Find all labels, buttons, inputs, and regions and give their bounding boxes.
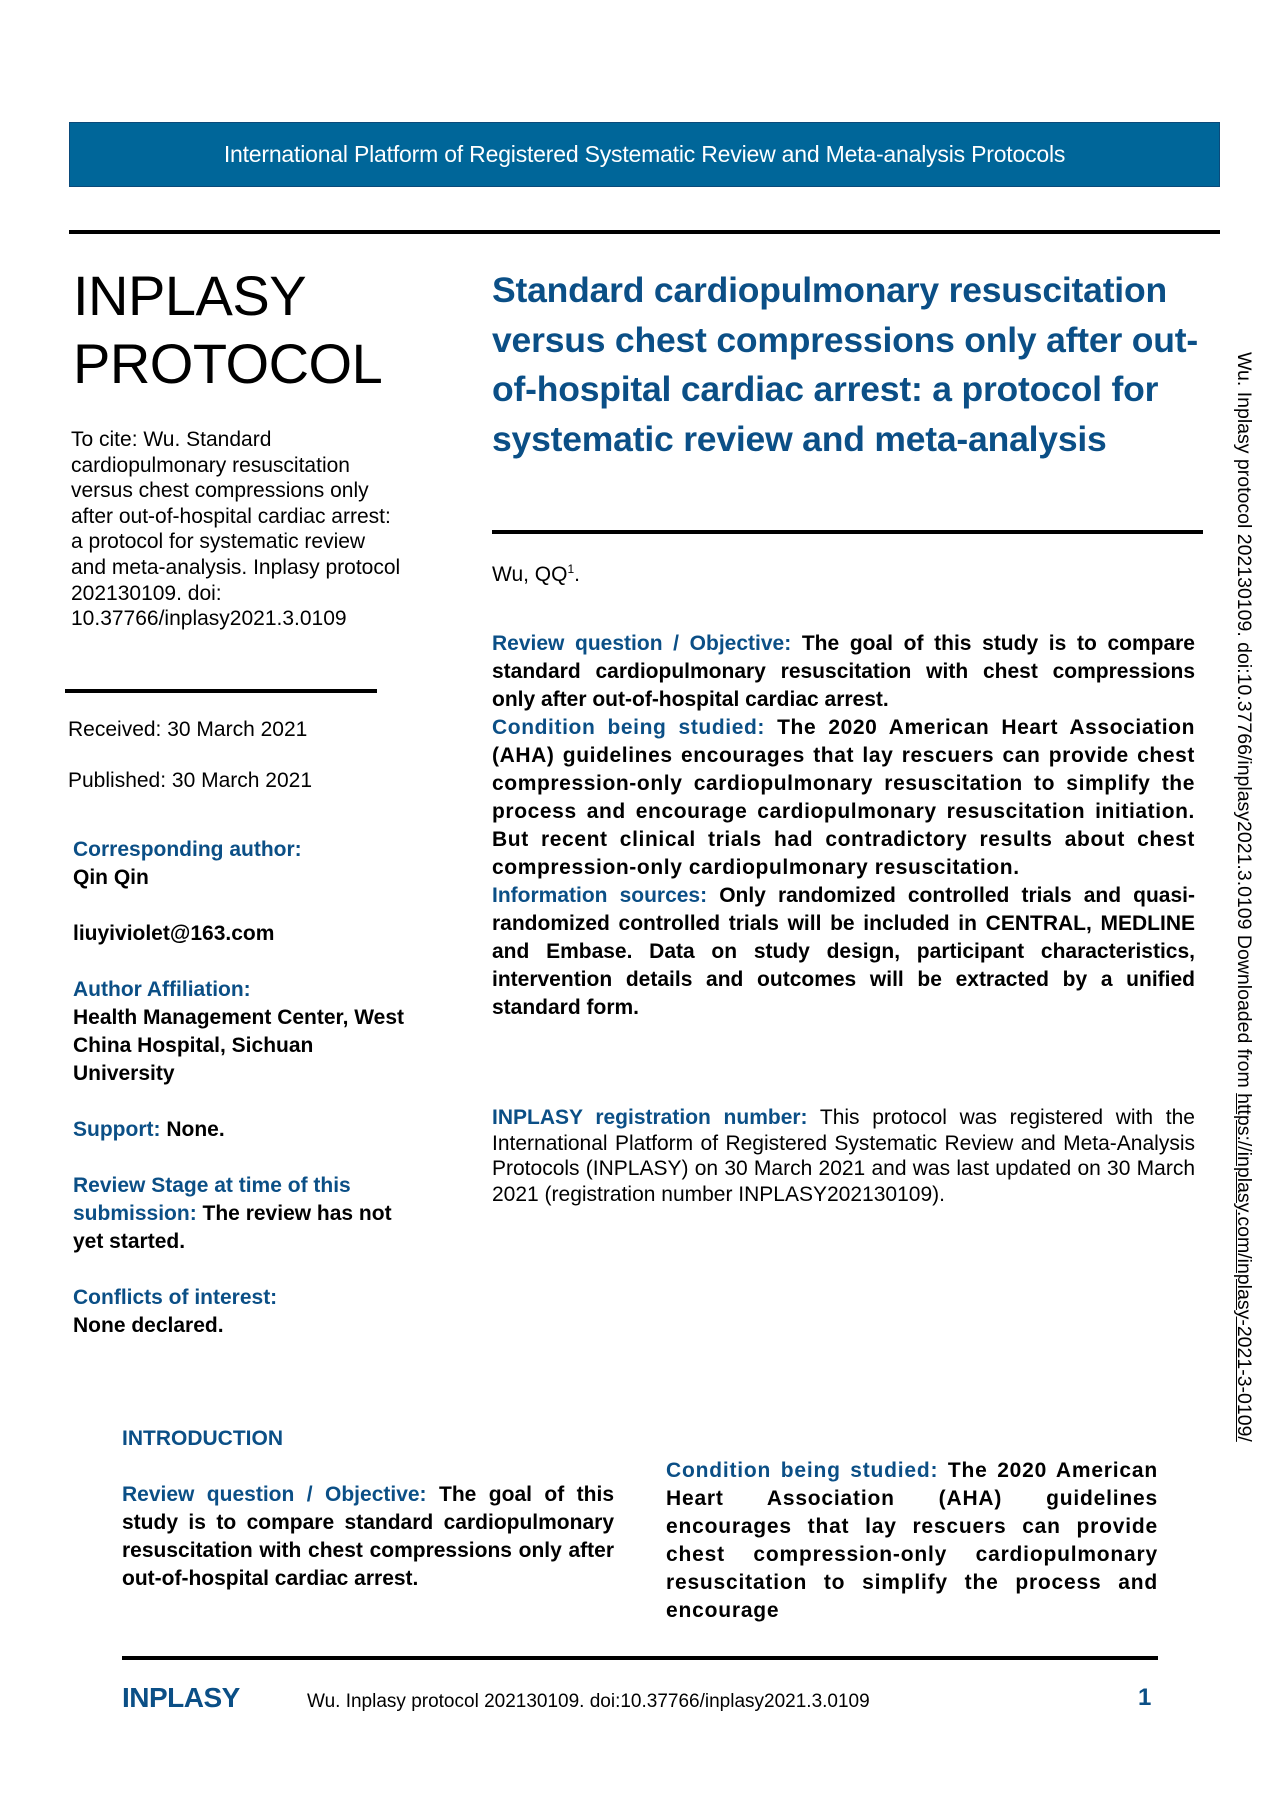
- introduction-objective-text: The goal of this study is to compare standard cardiopulmonary resuscitation with chest compressions only after out-of-hospital cardiac arrest.: [122, 1483, 614, 1590]
- review-stage-row: [73, 1172, 403, 1256]
- introduction-condition: [666, 1457, 1158, 1625]
- author-email[interactable]: liuyiviolet@163.com: [73, 922, 275, 945]
- abstract: [492, 630, 1195, 1022]
- introduction-heading: INTRODUCTION: [122, 1427, 283, 1450]
- protocol-heading-line2: PROTOCOL: [73, 332, 383, 395]
- abstract-condition-text: The 2020 American Heart Association (AHA) guidelines encourages that lay rescuers can provide chest compression-only cardiopulmonary resuscitation to simplify the process and encourage cardiopulmonary resuscitation initiation. But recent clinical trials had contradictory results about chest compression-only cardiopulmonary resuscitation.: [492, 716, 1195, 879]
- footer-divider: [122, 1656, 1158, 1660]
- author-info: [73, 836, 413, 1340]
- abstract-objective: [492, 630, 1195, 714]
- introduction-condition-label: Condition being studied:: [666, 1459, 939, 1482]
- review-stage-label: Review Stage at time of this submission:: [73, 1174, 351, 1225]
- review-stage-value: The review has not yet started.: [73, 1202, 392, 1253]
- title-divider: [492, 530, 1203, 534]
- page-number: 1: [1138, 1684, 1152, 1711]
- corresponding-author-name: Qin Qin: [73, 866, 149, 889]
- footer-brand: INPLASY: [122, 1682, 240, 1713]
- protocol-heading: [73, 262, 382, 398]
- introduction-objective: [122, 1481, 614, 1593]
- affiliation-label: Author Affiliation:: [73, 978, 251, 1001]
- support-value: None.: [166, 1118, 225, 1141]
- support-label: Support:: [73, 1118, 161, 1141]
- authors-suffix: .: [574, 563, 580, 586]
- download-link[interactable]: https://inplasy.com/inplasy-2021-3-0109/: [1233, 1093, 1255, 1442]
- author-list: [492, 562, 580, 587]
- received-date: Received: 30 March 2021: [68, 718, 308, 741]
- abstract-sources-label: Information sources:: [492, 884, 708, 907]
- abstract-sources: [492, 882, 1195, 1022]
- registration-info: [492, 1105, 1195, 1207]
- conflicts-label: Conflicts of interest:: [73, 1286, 278, 1309]
- citation-text: To cite: Wu. Standard cardiopulmonary resuscitation versus chest compressions only after out-of-hospital cardiac arrest: a protocol for systematic review and meta-analysis. Inplasy protocol 202130109. doi: 10.37766/inplasy2021.3.0109: [71, 428, 401, 631]
- article-title: Standard cardiopulmonary resuscitation versus chest compressions only after out-of-hospital cardiac arrest: a protocol for systematic review and meta-analysis: [492, 270, 1198, 459]
- affiliation-text: Health Management Center, West China Hospital, Sichuan University: [73, 1006, 405, 1085]
- introduction-objective-label: Review question / Objective:: [122, 1483, 427, 1506]
- introduction-condition-text: The 2020 American Heart Association (AHA) guidelines encourages that lay rescuers can provide chest compression-only cardiopulmonary resuscitation to simplify the process and encourage: [666, 1459, 1158, 1622]
- abstract-condition: [492, 714, 1195, 882]
- author-affiliation-sup: 1: [567, 562, 575, 576]
- conflicts-value: None declared.: [73, 1314, 224, 1337]
- published-date: Published: 30 March 2021: [68, 769, 312, 792]
- left-divider: [65, 689, 377, 693]
- protocol-heading-line1: INPLASY: [73, 264, 307, 327]
- corresponding-author-label: Corresponding author:: [73, 838, 302, 861]
- banner-text: International Platform of Registered Systematic Review and Meta-analysis Protocols: [223, 141, 1066, 167]
- support-row: [73, 1116, 413, 1144]
- abstract-condition-label: Condition being studied:: [492, 716, 766, 739]
- footer-citation: Wu. Inplasy protocol 202130109. doi:10.37766/inplasy2021.3.0109: [307, 1691, 870, 1712]
- registration-label: INPLASY registration number:: [492, 1106, 808, 1129]
- abstract-sources-text: Only randomized controlled trials and quasi-randomized controlled trials will be included in CENTRAL, MEDLINE and Embase. Data on study design, participant characteristics, intervention details and outcomes will be extracted by a unified standard form.: [492, 884, 1195, 1019]
- abstract-objective-text: The goal of this study is to compare standard cardiopulmonary resuscitation with chest compressions only after out-of-hospital cardiac arrest.: [492, 632, 1195, 711]
- side-download-note: [1232, 352, 1255, 1442]
- header-banner: [69, 122, 1220, 187]
- authors-text: Wu, QQ: [492, 563, 568, 586]
- registration-text: This protocol was registered with the International Platform of Registered Systematic Review and Meta-Analysis Protocols (INPLASY) on 30 March 2021 and was last updated on 30 March 2021 (registration number INPLASY202130109).: [492, 1106, 1195, 1206]
- abstract-objective-label: Review question / Objective:: [492, 632, 792, 655]
- top-divider: [69, 230, 1220, 234]
- side-note-text: Wu. Inplasy protocol 202130109. doi:10.37766/inplasy2021.3.0109 Downloaded from: [1233, 352, 1255, 1094]
